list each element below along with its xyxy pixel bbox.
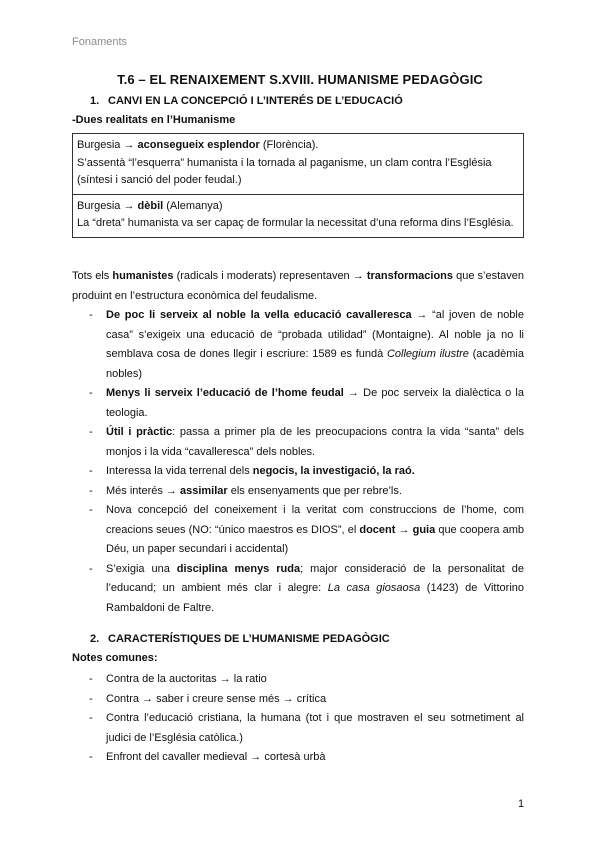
item-text: que coopera amb Déu, un paper secundari i accidental) bbox=[106, 523, 525, 555]
section-1-list bbox=[72, 306, 524, 618]
list-item bbox=[72, 709, 524, 748]
dash-bullet: - bbox=[89, 673, 93, 685]
item-text: Interessa la vida terrenal dels bbox=[106, 465, 253, 477]
section-2-title: CARACTERÍSTIQUES DE L’HUMANISME PEDAGÒGIC bbox=[108, 633, 390, 645]
running-header: Fonaments bbox=[72, 36, 128, 48]
section-2-label: Notes comunes: bbox=[72, 652, 158, 664]
item-text-bold: Útil i pràctic bbox=[106, 426, 173, 438]
list-item bbox=[72, 423, 524, 462]
page-number: 1 bbox=[518, 798, 525, 810]
dash-bullet: - bbox=[89, 712, 93, 724]
section-2-list bbox=[72, 670, 524, 768]
cell-text: Burgesia → bbox=[77, 199, 138, 212]
item-text: S’exigia una bbox=[106, 562, 177, 575]
dash-bullet: - bbox=[89, 692, 93, 705]
dash-bullet: - bbox=[89, 465, 93, 477]
dash-bullet: - bbox=[89, 309, 93, 321]
item-text: els ensenyaments que per rebre’ls. bbox=[227, 484, 402, 497]
item-text: Contra de la auctoritas → la ratio bbox=[106, 673, 267, 685]
item-text: Enfront del cavaller medieval → cortesà urbà bbox=[106, 751, 326, 763]
list-item bbox=[72, 384, 524, 423]
cell-text: La “dreta” humanista va ser capaç de formular la necessitat d’una reforma dins l’Església. bbox=[77, 217, 514, 229]
item-text-bold: assimilar bbox=[179, 484, 228, 497]
para-text: Tots els bbox=[72, 270, 113, 282]
item-text: Contra l’educació cristiana, la humana (tot i que mostraven el seu sotmetiment al judici de l’Església catòlica.) bbox=[106, 712, 524, 744]
dash-bullet: - bbox=[89, 751, 93, 763]
list-item bbox=[72, 690, 524, 710]
item-text-bold: negocis, la investigació, la raó. bbox=[252, 465, 415, 477]
cell-text: Burgesia bbox=[77, 139, 124, 151]
section-1-number: 1. bbox=[90, 95, 100, 107]
table-cell-germany bbox=[73, 194, 523, 237]
item-text-italic: La casa giosaosa bbox=[327, 582, 421, 594]
para-text: (radicals i moderats) representaven → bbox=[173, 270, 367, 282]
item-text: (acadèmia nobles) bbox=[106, 348, 524, 380]
item-text: : passa a primer pla de les preocupacions contra la vida “santa” dels monjos i la vida “cavalleresca” dels nobles. bbox=[106, 426, 524, 458]
item-text-bold: guia bbox=[412, 523, 436, 536]
item-text: Més interés → bbox=[106, 484, 180, 497]
item-text: Contra → saber i creure sense més → crítica bbox=[106, 692, 327, 705]
list-item bbox=[72, 306, 524, 384]
item-text: → “al joven de noble casa” s’exigeix una educació de “probada utilidad” (Montaigne). Al noble ja no li semblava cosa de dones llegir i escriure: 1589 es fundà bbox=[106, 309, 524, 360]
section-1-label: -Dues realitats en l’Humanisme bbox=[72, 114, 236, 126]
item-text: → bbox=[395, 523, 413, 536]
table-cell-florence bbox=[73, 134, 523, 194]
dash-bullet: - bbox=[89, 387, 93, 399]
cell-text: (Alemanya) bbox=[163, 199, 223, 212]
dash-bullet: - bbox=[89, 562, 93, 575]
document-title: T.6 – EL RENAIXEMENT S.XVIII. HUMANISME PEDAGÒGIC bbox=[117, 72, 483, 87]
list-item bbox=[72, 462, 524, 482]
item-text-bold: Menys li serveix l’educació de l’home feudal bbox=[106, 387, 344, 399]
section-1-title: CANVI EN LA CONCEPCIÓ I L’INTERÉS DE L’EDUCACIÓ bbox=[108, 95, 403, 107]
item-text: (1423) de Vittorino Rambaldoni de Faltre. bbox=[106, 582, 524, 614]
list-item bbox=[72, 501, 524, 560]
item-text-bold: docent bbox=[359, 523, 396, 536]
section-2-number: 2. bbox=[90, 633, 100, 645]
item-text-bold: disciplina menys ruda bbox=[176, 562, 301, 575]
para-text-bold: humanistes bbox=[112, 270, 174, 282]
list-item bbox=[72, 670, 524, 690]
comparison-table bbox=[72, 133, 524, 238]
dash-bullet: - bbox=[89, 484, 93, 497]
section-1-heading bbox=[90, 95, 403, 107]
para-text-bold: transformacions bbox=[366, 270, 454, 282]
dash-bullet: - bbox=[89, 426, 93, 438]
list-item bbox=[72, 560, 524, 619]
list-item bbox=[72, 482, 524, 502]
intro-paragraph bbox=[72, 267, 524, 306]
item-text: Nova concepció del coneixement i la veritat com construccions de l’home, com creacions seues (NO: “único maestros es DIOS”, el bbox=[106, 504, 524, 536]
item-text: → De poc serveix la dialèctica o la teologia. bbox=[106, 387, 524, 419]
cell-text-bold: dèbil bbox=[137, 199, 164, 212]
dash-bullet: - bbox=[89, 504, 93, 516]
item-text: ; major consideració de la personalitat de l’educand; un ambient més clar i alegre: bbox=[106, 562, 524, 594]
list-item bbox=[72, 748, 524, 768]
cell-text: S’assentà “l’esquerra” humanista i la tornada al paganisme, un clam contra l’Església (síntesi i sanció del poder feudal.) bbox=[77, 156, 492, 186]
item-text-italic: Collegium ilustre bbox=[386, 348, 469, 360]
cell-text-bold: → aconsegueix esplendor bbox=[123, 139, 260, 151]
section-2-heading bbox=[90, 633, 390, 645]
item-text-bold: De poc li serveix al noble la vella educació cavalleresca bbox=[106, 309, 412, 321]
cell-text: (Florència). bbox=[259, 139, 319, 151]
para-text: que s’estaven produint en l’estructura econòmica del feudalisme. bbox=[72, 270, 525, 302]
